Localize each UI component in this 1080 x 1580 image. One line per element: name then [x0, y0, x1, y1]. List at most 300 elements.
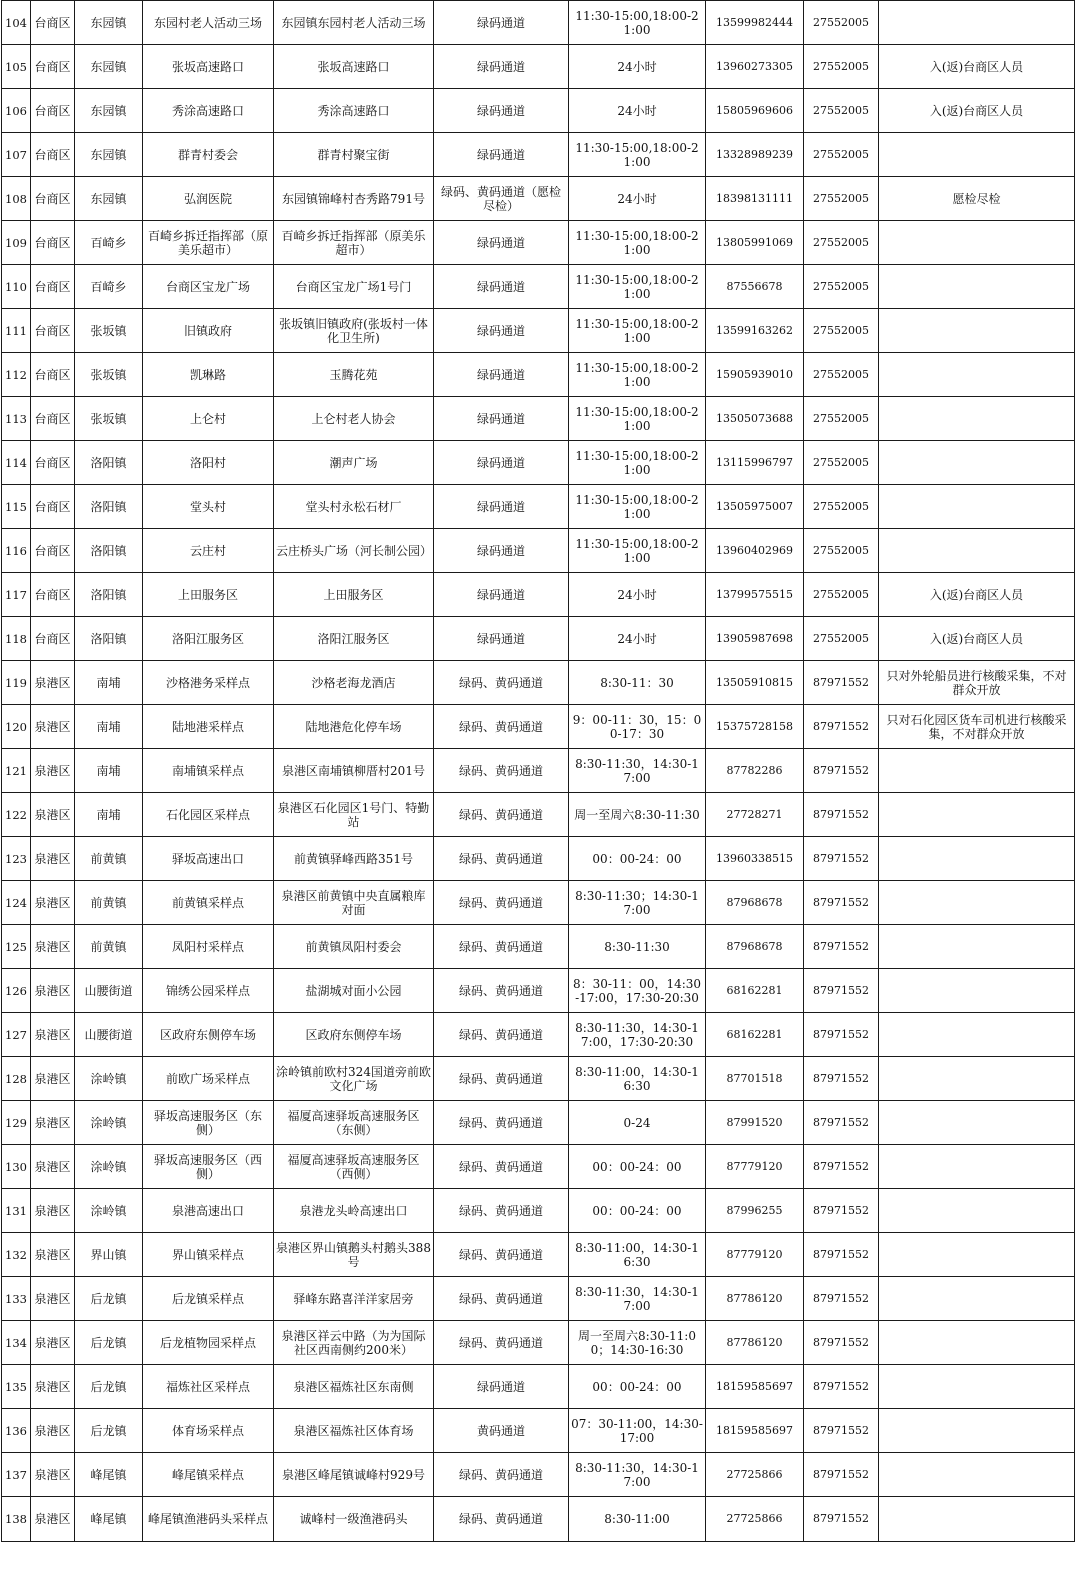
contact-phone-cell: 87996255: [706, 1189, 804, 1233]
district-cell: 台商区: [31, 177, 75, 221]
hotline-cell: 87971552: [804, 1497, 879, 1542]
address-cell: 驿峰东路喜洋洋家居旁: [274, 1277, 434, 1321]
contact-phone-cell: 13505975007: [706, 485, 804, 529]
site-name-cell: 群青村委会: [143, 133, 274, 177]
address-cell: 涂岭镇前欧村324国道旁前欧文化广场: [274, 1057, 434, 1101]
district-cell: 泉港区: [31, 1497, 75, 1542]
channel-cell: 绿码通道: [434, 1365, 569, 1409]
hotline-cell: 87971552: [804, 1409, 879, 1453]
contact-phone-cell: 15905939010: [706, 353, 804, 397]
district-cell: 台商区: [31, 221, 75, 265]
note-cell: [879, 1013, 1075, 1057]
hotline-cell: 27552005: [804, 177, 879, 221]
site-name-cell: 峰尾镇渔港码头采样点: [143, 1497, 274, 1542]
table-row: [2, 837, 1075, 881]
row-number-cell: 124: [2, 881, 31, 925]
town-cell: 洛阳镇: [75, 529, 143, 573]
channel-cell: 绿码、黄码通道: [434, 1057, 569, 1101]
district-cell: 泉港区: [31, 705, 75, 749]
row-number-cell: 113: [2, 397, 31, 441]
address-cell: 泉港区峰尾镇诚峰村929号: [274, 1453, 434, 1497]
channel-cell: 绿码、黄码通道: [434, 1013, 569, 1057]
site-name-cell: 洛阳村: [143, 441, 274, 485]
hotline-cell: 87971552: [804, 1057, 879, 1101]
table-row: [2, 485, 1075, 529]
hotline-cell: 87971552: [804, 705, 879, 749]
contact-phone-cell: 27725866: [706, 1453, 804, 1497]
site-name-cell: 泉港高速出口: [143, 1189, 274, 1233]
contact-phone-cell: 13505910815: [706, 661, 804, 705]
contact-phone-cell: 87968678: [706, 881, 804, 925]
row-number-cell: 131: [2, 1189, 31, 1233]
hotline-cell: 27552005: [804, 529, 879, 573]
town-cell: 峰尾镇: [75, 1453, 143, 1497]
hotline-cell: 27552005: [804, 221, 879, 265]
address-cell: 东园镇东园村老人活动三场: [274, 1, 434, 45]
row-number-cell: 117: [2, 573, 31, 617]
hours-cell: 9：00-11：30，15：00-17：30: [569, 705, 706, 749]
note-cell: [879, 309, 1075, 353]
district-cell: 台商区: [31, 397, 75, 441]
table-row: [2, 1365, 1075, 1409]
table-row: [2, 705, 1075, 749]
town-cell: 峰尾镇: [75, 1497, 143, 1542]
contact-phone-cell: 15375728158: [706, 705, 804, 749]
contact-phone-cell: 13115996797: [706, 441, 804, 485]
district-cell: 台商区: [31, 89, 75, 133]
address-cell: 福厦高速驿坂高速服务区（东侧）: [274, 1101, 434, 1145]
hotline-cell: 27552005: [804, 397, 879, 441]
contact-phone-cell: 27728271: [706, 793, 804, 837]
table-row: [2, 925, 1075, 969]
contact-phone-cell: 18398131111: [706, 177, 804, 221]
row-number-cell: 110: [2, 265, 31, 309]
site-name-cell: 上田服务区: [143, 573, 274, 617]
table-row: [2, 89, 1075, 133]
site-name-cell: 沙格港务采样点: [143, 661, 274, 705]
district-cell: 泉港区: [31, 1365, 75, 1409]
hotline-cell: 87971552: [804, 1233, 879, 1277]
town-cell: 洛阳镇: [75, 617, 143, 661]
contact-phone-cell: 68162281: [706, 969, 804, 1013]
district-cell: 台商区: [31, 309, 75, 353]
note-cell: [879, 925, 1075, 969]
site-name-cell: 百崎乡拆迁指挥部（原美乐超市）: [143, 221, 274, 265]
note-cell: 入(返)台商区人员: [879, 617, 1075, 661]
site-name-cell: 弘润医院: [143, 177, 274, 221]
hours-cell: 11:30-15:00,18:00-21:00: [569, 133, 706, 177]
table-row: [2, 221, 1075, 265]
row-number-cell: 129: [2, 1101, 31, 1145]
note-cell: [879, 1233, 1075, 1277]
hours-cell: 8：30-11：00，14:30-17:00，17:30-20:30: [569, 969, 706, 1013]
table-row: [2, 1057, 1075, 1101]
note-cell: [879, 969, 1075, 1013]
site-name-cell: 堂头村: [143, 485, 274, 529]
town-cell: 南埔: [75, 661, 143, 705]
town-cell: 洛阳镇: [75, 441, 143, 485]
address-cell: 泉港区前黄镇中央直属粮库对面: [274, 881, 434, 925]
town-cell: 南埔: [75, 793, 143, 837]
hours-cell: 8:30-11:30，14:30-17:00: [569, 1453, 706, 1497]
row-number-cell: 119: [2, 661, 31, 705]
contact-phone-cell: 87782286: [706, 749, 804, 793]
address-cell: 台商区宝龙广场1号门: [274, 265, 434, 309]
district-cell: 泉港区: [31, 969, 75, 1013]
table-row: [2, 1321, 1075, 1365]
hours-cell: 周一至周六8:30-11:00；14:30-16:30: [569, 1321, 706, 1365]
row-number-cell: 130: [2, 1145, 31, 1189]
town-cell: 南埔: [75, 749, 143, 793]
site-name-cell: 秀涂高速路口: [143, 89, 274, 133]
contact-phone-cell: 87701518: [706, 1057, 804, 1101]
hotline-cell: 27552005: [804, 573, 879, 617]
table-row: [2, 353, 1075, 397]
channel-cell: 绿码通道: [434, 89, 569, 133]
channel-cell: 绿码通道: [434, 265, 569, 309]
district-cell: 泉港区: [31, 1013, 75, 1057]
district-cell: 泉港区: [31, 1409, 75, 1453]
contact-phone-cell: 13799575515: [706, 573, 804, 617]
row-number-cell: 121: [2, 749, 31, 793]
hotline-cell: 87971552: [804, 1189, 879, 1233]
note-cell: [879, 133, 1075, 177]
note-cell: [879, 1453, 1075, 1497]
town-cell: 洛阳镇: [75, 485, 143, 529]
town-cell: 张坂镇: [75, 309, 143, 353]
district-cell: 泉港区: [31, 1189, 75, 1233]
note-cell: [879, 1409, 1075, 1453]
hours-cell: 11:30-15:00,18:00-21:00: [569, 1, 706, 45]
district-cell: 台商区: [31, 353, 75, 397]
row-number-cell: 108: [2, 177, 31, 221]
district-cell: 泉港区: [31, 1145, 75, 1189]
note-cell: [879, 1365, 1075, 1409]
row-number-cell: 105: [2, 45, 31, 89]
row-number-cell: 112: [2, 353, 31, 397]
district-cell: 台商区: [31, 617, 75, 661]
address-cell: 陆地港危化停车场: [274, 705, 434, 749]
hours-cell: 00：00-24：00: [569, 1189, 706, 1233]
address-cell: 泉港区福炼社区体育场: [274, 1409, 434, 1453]
address-cell: 上田服务区: [274, 573, 434, 617]
channel-cell: 绿码通道: [434, 397, 569, 441]
contact-phone-cell: 18159585697: [706, 1409, 804, 1453]
note-cell: [879, 265, 1075, 309]
address-cell: 秀涂高速路口: [274, 89, 434, 133]
table-row: [2, 177, 1075, 221]
town-cell: 后龙镇: [75, 1321, 143, 1365]
address-cell: 群青村聚宝街: [274, 133, 434, 177]
hours-cell: 00：00-24：00: [569, 837, 706, 881]
address-cell: 玉腾花苑: [274, 353, 434, 397]
table-row: [2, 573, 1075, 617]
site-name-cell: 驿坂高速服务区（西侧）: [143, 1145, 274, 1189]
address-cell: 泉港区界山镇鹅头村鹅头388号: [274, 1233, 434, 1277]
address-cell: 区政府东侧停车场: [274, 1013, 434, 1057]
contact-phone-cell: 87786120: [706, 1321, 804, 1365]
table-row: [2, 1233, 1075, 1277]
contact-phone-cell: 87779120: [706, 1145, 804, 1189]
row-number-cell: 138: [2, 1497, 31, 1542]
channel-cell: 绿码、黄码通道: [434, 1277, 569, 1321]
site-name-cell: 前黄镇采样点: [143, 881, 274, 925]
town-cell: 张坂镇: [75, 353, 143, 397]
district-cell: 泉港区: [31, 749, 75, 793]
contact-phone-cell: 13960338515: [706, 837, 804, 881]
channel-cell: 绿码、黄码通道: [434, 793, 569, 837]
contact-phone-cell: 13599982444: [706, 1, 804, 45]
town-cell: 张坂镇: [75, 397, 143, 441]
hotline-cell: 27552005: [804, 265, 879, 309]
channel-cell: 绿码、黄码通道: [434, 749, 569, 793]
row-number-cell: 116: [2, 529, 31, 573]
row-number-cell: 127: [2, 1013, 31, 1057]
channel-cell: 绿码通道: [434, 309, 569, 353]
row-number-cell: 104: [2, 1, 31, 45]
channel-cell: 绿码、黄码通道: [434, 881, 569, 925]
site-name-cell: 峰尾镇采样点: [143, 1453, 274, 1497]
site-name-cell: 陆地港采样点: [143, 705, 274, 749]
row-number-cell: 122: [2, 793, 31, 837]
address-cell: 诚峰村一级渔港码头: [274, 1497, 434, 1542]
channel-cell: 绿码、黄码通道: [434, 1497, 569, 1542]
sampling-sites-table: [1, 0, 1075, 1542]
note-cell: [879, 749, 1075, 793]
channel-cell: 绿码通道: [434, 617, 569, 661]
contact-phone-cell: 18159585697: [706, 1365, 804, 1409]
channel-cell: 绿码通道: [434, 45, 569, 89]
note-cell: [879, 221, 1075, 265]
address-cell: 泉港区福炼社区东南侧: [274, 1365, 434, 1409]
row-number-cell: 109: [2, 221, 31, 265]
district-cell: 台商区: [31, 529, 75, 573]
address-cell: 前黄镇驿峰西路351号: [274, 837, 434, 881]
hotline-cell: 27552005: [804, 441, 879, 485]
note-cell: [879, 1145, 1075, 1189]
address-cell: 洛阳江服务区: [274, 617, 434, 661]
district-cell: 台商区: [31, 1, 75, 45]
hotline-cell: 27552005: [804, 45, 879, 89]
row-number-cell: 123: [2, 837, 31, 881]
district-cell: 泉港区: [31, 837, 75, 881]
table-row: [2, 969, 1075, 1013]
district-cell: 泉港区: [31, 1233, 75, 1277]
table-row: [2, 45, 1075, 89]
hotline-cell: 27552005: [804, 353, 879, 397]
hours-cell: 11:30-15:00,18:00-21:00: [569, 529, 706, 573]
district-cell: 台商区: [31, 133, 75, 177]
site-name-cell: 福炼社区采样点: [143, 1365, 274, 1409]
hotline-cell: 87971552: [804, 925, 879, 969]
district-cell: 泉港区: [31, 881, 75, 925]
note-cell: 只对外轮船员进行核酸采集，不对群众开放: [879, 661, 1075, 705]
row-number-cell: 128: [2, 1057, 31, 1101]
town-cell: 山腰街道: [75, 969, 143, 1013]
hours-cell: 8:30-11:30，14:30-17:00: [569, 749, 706, 793]
table-row: [2, 793, 1075, 837]
channel-cell: 绿码、黄码通道: [434, 1101, 569, 1145]
table-row: [2, 441, 1075, 485]
contact-phone-cell: 13599163262: [706, 309, 804, 353]
table-row: [2, 1189, 1075, 1233]
hours-cell: 11:30-15:00,18:00-21:00: [569, 485, 706, 529]
note-cell: [879, 485, 1075, 529]
hotline-cell: 87971552: [804, 1453, 879, 1497]
hours-cell: 8:30-11:30，14:30-17:00: [569, 1277, 706, 1321]
hours-cell: 8:30-11:30: [569, 925, 706, 969]
hours-cell: 11:30-15:00,18:00-21:00: [569, 441, 706, 485]
site-name-cell: 区政府东侧停车场: [143, 1013, 274, 1057]
note-cell: [879, 1057, 1075, 1101]
town-cell: 后龙镇: [75, 1277, 143, 1321]
town-cell: 东园镇: [75, 1, 143, 45]
row-number-cell: 115: [2, 485, 31, 529]
table-row: [2, 749, 1075, 793]
town-cell: 前黄镇: [75, 925, 143, 969]
hotline-cell: 27552005: [804, 1, 879, 45]
channel-cell: 绿码通道: [434, 529, 569, 573]
district-cell: 泉港区: [31, 1453, 75, 1497]
hours-cell: 0-24: [569, 1101, 706, 1145]
district-cell: 泉港区: [31, 925, 75, 969]
hours-cell: 24小时: [569, 89, 706, 133]
channel-cell: 绿码、黄码通道: [434, 661, 569, 705]
address-cell: 百崎乡拆迁指挥部（原美乐超市）: [274, 221, 434, 265]
table-row: [2, 661, 1075, 705]
table-row: [2, 881, 1075, 925]
site-name-cell: 驿坂高速出口: [143, 837, 274, 881]
hotline-cell: 27552005: [804, 485, 879, 529]
contact-phone-cell: 27725866: [706, 1497, 804, 1542]
site-name-cell: 洛阳江服务区: [143, 617, 274, 661]
hotline-cell: 27552005: [804, 617, 879, 661]
site-name-cell: 后龙镇采样点: [143, 1277, 274, 1321]
district-cell: 泉港区: [31, 793, 75, 837]
hotline-cell: 87971552: [804, 793, 879, 837]
note-cell: [879, 529, 1075, 573]
contact-phone-cell: 87991520: [706, 1101, 804, 1145]
row-number-cell: 133: [2, 1277, 31, 1321]
site-name-cell: 东园村老人活动三场: [143, 1, 274, 45]
channel-cell: 绿码、黄码通道: [434, 969, 569, 1013]
note-cell: [879, 353, 1075, 397]
hours-cell: 8:30-11:30，14:30-17:00，17:30-20:30: [569, 1013, 706, 1057]
hours-cell: 8:30-11:00: [569, 1497, 706, 1542]
site-name-cell: 界山镇采样点: [143, 1233, 274, 1277]
table-body: [2, 1, 1075, 1542]
site-name-cell: 前欧广场采样点: [143, 1057, 274, 1101]
hotline-cell: 27552005: [804, 133, 879, 177]
town-cell: 涂岭镇: [75, 1145, 143, 1189]
hours-cell: 11:30-15:00,18:00-21:00: [569, 309, 706, 353]
hours-cell: 8:30-11：30: [569, 661, 706, 705]
hours-cell: 8:30-11:00，14:30-16:30: [569, 1057, 706, 1101]
channel-cell: 绿码、黄码通道: [434, 837, 569, 881]
site-name-cell: 云庄村: [143, 529, 274, 573]
channel-cell: 绿码通道: [434, 573, 569, 617]
hotline-cell: 87971552: [804, 1277, 879, 1321]
site-name-cell: 体育场采样点: [143, 1409, 274, 1453]
district-cell: 泉港区: [31, 1057, 75, 1101]
contact-phone-cell: 15805969606: [706, 89, 804, 133]
table-row: [2, 1453, 1075, 1497]
site-name-cell: 张坂高速路口: [143, 45, 274, 89]
address-cell: 上仑村老人协会: [274, 397, 434, 441]
contact-phone-cell: 13328989239: [706, 133, 804, 177]
contact-phone-cell: 87786120: [706, 1277, 804, 1321]
district-cell: 台商区: [31, 45, 75, 89]
hours-cell: 11:30-15:00,18:00-21:00: [569, 397, 706, 441]
row-number-cell: 132: [2, 1233, 31, 1277]
channel-cell: 绿码、黄码通道: [434, 1189, 569, 1233]
address-cell: 堂头村永松石材厂: [274, 485, 434, 529]
row-number-cell: 125: [2, 925, 31, 969]
town-cell: 后龙镇: [75, 1409, 143, 1453]
note-cell: 愿检尽检: [879, 177, 1075, 221]
hotline-cell: 87971552: [804, 1101, 879, 1145]
table-row: [2, 309, 1075, 353]
district-cell: 泉港区: [31, 1277, 75, 1321]
address-cell: 东园镇锦峰村杏秀路791号: [274, 177, 434, 221]
hours-cell: 24小时: [569, 177, 706, 221]
site-name-cell: 凯琳路: [143, 353, 274, 397]
address-cell: 潮声广场: [274, 441, 434, 485]
note-cell: [879, 1321, 1075, 1365]
site-name-cell: 锦绣公园采样点: [143, 969, 274, 1013]
row-number-cell: 135: [2, 1365, 31, 1409]
hotline-cell: 87971552: [804, 1321, 879, 1365]
town-cell: 东园镇: [75, 89, 143, 133]
hotline-cell: 87971552: [804, 881, 879, 925]
hours-cell: 07：30-11:00，14:30-17:00: [569, 1409, 706, 1453]
hours-cell: 8:30-11:30；14:30-17:00: [569, 881, 706, 925]
address-cell: 泉港区祥云中路（为为国际社区西南侧约200米）: [274, 1321, 434, 1365]
row-number-cell: 134: [2, 1321, 31, 1365]
hours-cell: 24小时: [569, 617, 706, 661]
row-number-cell: 126: [2, 969, 31, 1013]
district-cell: 台商区: [31, 573, 75, 617]
row-number-cell: 120: [2, 705, 31, 749]
note-cell: [879, 837, 1075, 881]
address-cell: 张坂镇旧镇政府(张坂村一体化卫生所): [274, 309, 434, 353]
district-cell: 台商区: [31, 441, 75, 485]
hotline-cell: 87971552: [804, 1013, 879, 1057]
row-number-cell: 107: [2, 133, 31, 177]
hotline-cell: 87971552: [804, 969, 879, 1013]
hotline-cell: 87971552: [804, 1365, 879, 1409]
note-cell: [879, 1189, 1075, 1233]
address-cell: 云庄桥头广场（河长制公园）: [274, 529, 434, 573]
note-cell: [879, 1101, 1075, 1145]
channel-cell: 绿码、黄码通道: [434, 705, 569, 749]
town-cell: 涂岭镇: [75, 1057, 143, 1101]
channel-cell: 绿码通道: [434, 1, 569, 45]
site-name-cell: 石化园区采样点: [143, 793, 274, 837]
town-cell: 界山镇: [75, 1233, 143, 1277]
hours-cell: 11:30-15:00,18:00-21:00: [569, 221, 706, 265]
site-name-cell: 凤阳村采样点: [143, 925, 274, 969]
site-name-cell: 后龙植物园采样点: [143, 1321, 274, 1365]
hours-cell: 8:30-11:00，14:30-16:30: [569, 1233, 706, 1277]
table-row: [2, 1497, 1075, 1542]
table-row: [2, 617, 1075, 661]
town-cell: 前黄镇: [75, 881, 143, 925]
row-number-cell: 111: [2, 309, 31, 353]
address-cell: 泉港龙头岭高速出口: [274, 1189, 434, 1233]
hours-cell: 00：00-24：00: [569, 1365, 706, 1409]
contact-phone-cell: 87556678: [706, 265, 804, 309]
